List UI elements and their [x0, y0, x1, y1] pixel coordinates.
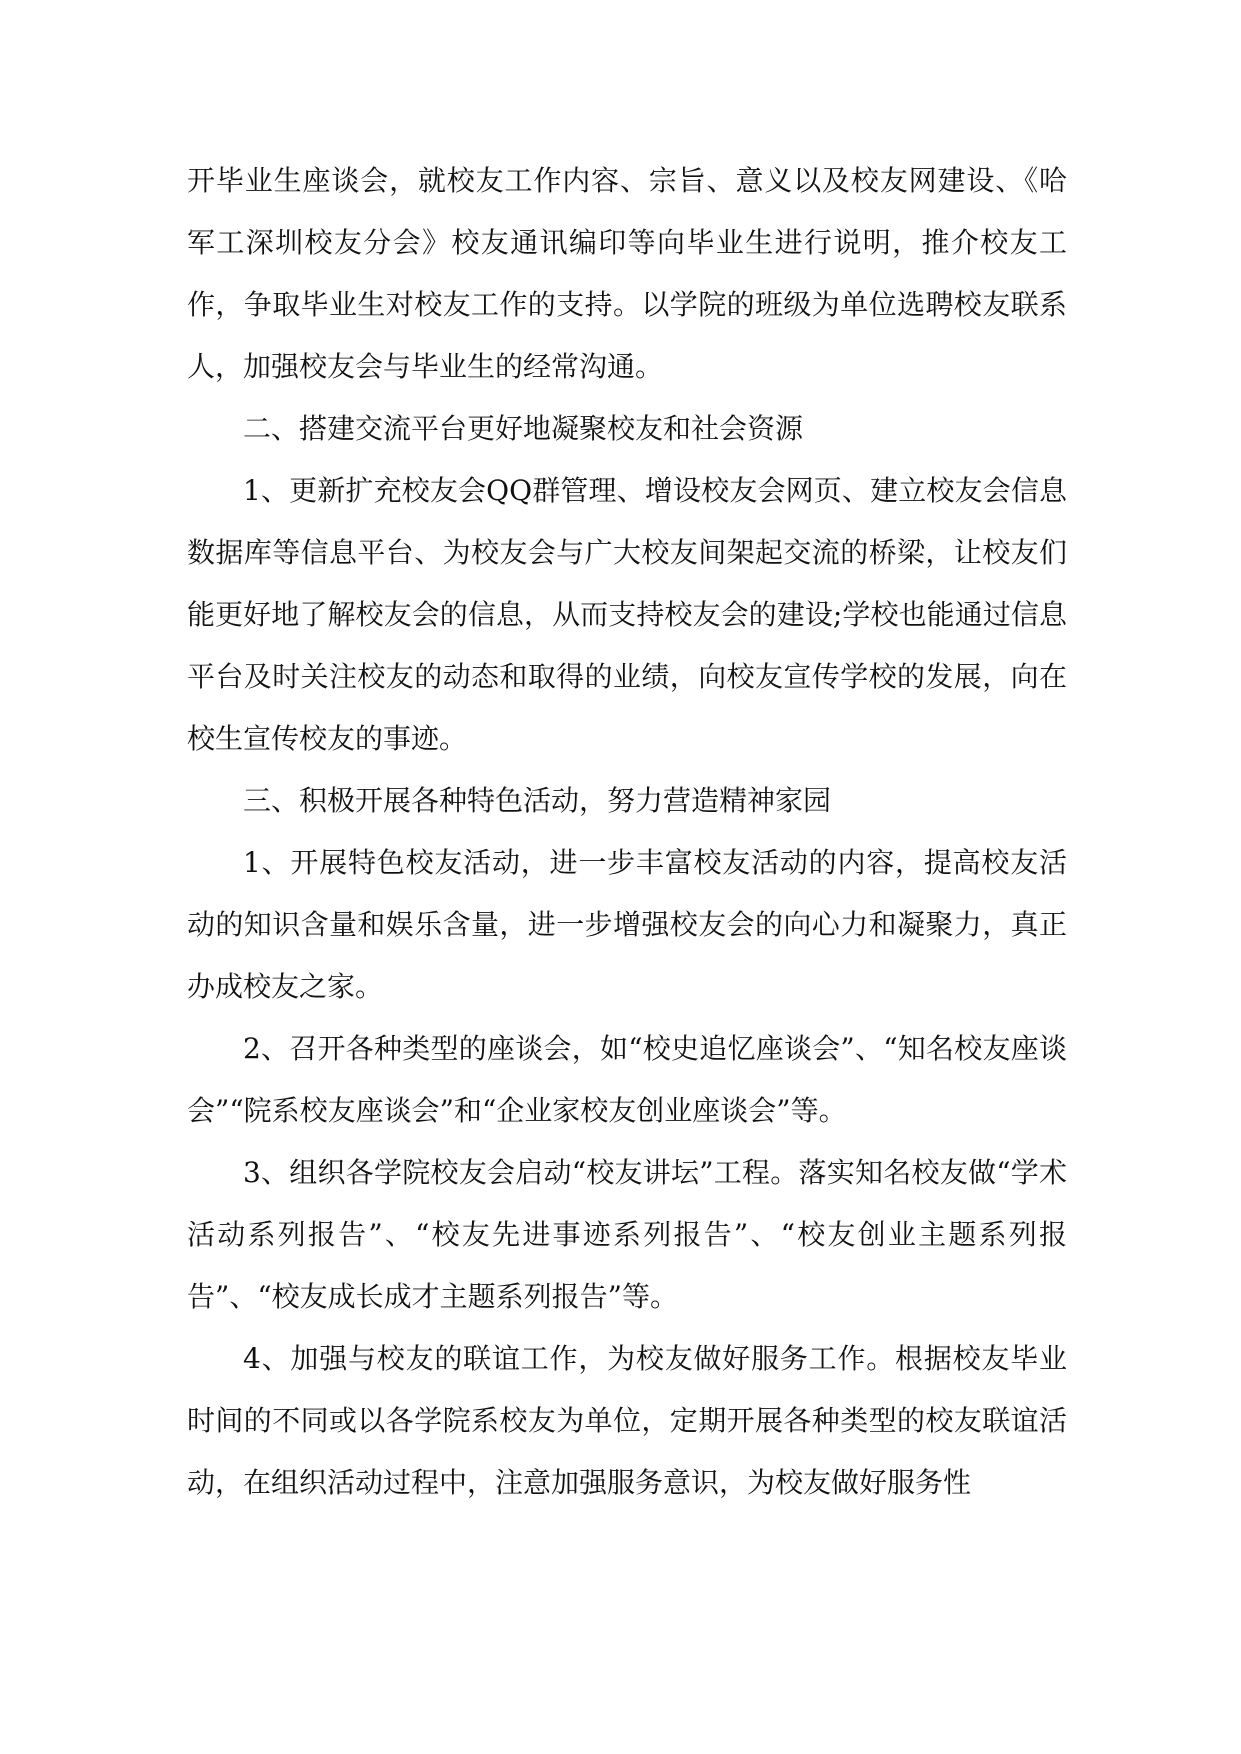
section-heading-3: 三、积极开展各种特色活动，努力营造精神家园: [243, 784, 832, 817]
paragraph-3-3: 3、组织各学院校友会启动“校友讲坛”工程。落实知名校友做“学术活动系列报告”、“校友先进事迹系列报告”、“校友创业主题系列报告”、“校友成长成才主题系列报告”等。: [187, 1156, 1067, 1313]
document-body: [187, 150, 1067, 1514]
paragraph-2-1: 1、更新扩充校友会QQ群管理、增设校友会网页、建立校友会信息数据库等信息平台、为校友会与广大校友间架起交流的桥梁，让校友们能更好地了解校友会的信息，从而支持校友会的建设;学校也能通过信息平台及时关注校友的动态和取得的业绩，向校友宣传学校的发展，向在校生宣传校友的事迹。: [187, 474, 1067, 755]
paragraph-3-2: 2、召开各种类型的座谈会，如“校史追忆座谈会”、“知名校友座谈会”“院系校友座谈会”和“企业家校友创业座谈会”等。: [187, 1032, 1067, 1127]
paragraph-graduate-forum: 开毕业生座谈会，就校友工作内容、宗旨、意义以及校友网建设、《哈军工深圳校友分会》校友通讯编印等向毕业生进行说明，推介校友工作，争取毕业生对校友工作的支持。以学院的班级为单位选聘校友联系人，加强校友会与毕业生的经常沟通。: [187, 164, 1067, 383]
paragraph-3-1: 1、开展特色校友活动，进一步丰富校友活动的内容，提高校友活动的知识含量和娱乐含量，进一步增强校友会的向心力和凝聚力，真正办成校友之家。: [187, 846, 1067, 1003]
paragraph-3-4: 4、加强与校友的联谊工作，为校友做好服务工作。根据校友毕业时间的不同或以各学院系校友为单位，定期开展各种类型的校友联谊活动，在组织活动过程中，注意加强服务意识，为校友做好服务性: [187, 1342, 1067, 1499]
section-heading-2: 二、搭建交流平台更好地凝聚校友和社会资源: [243, 412, 804, 445]
